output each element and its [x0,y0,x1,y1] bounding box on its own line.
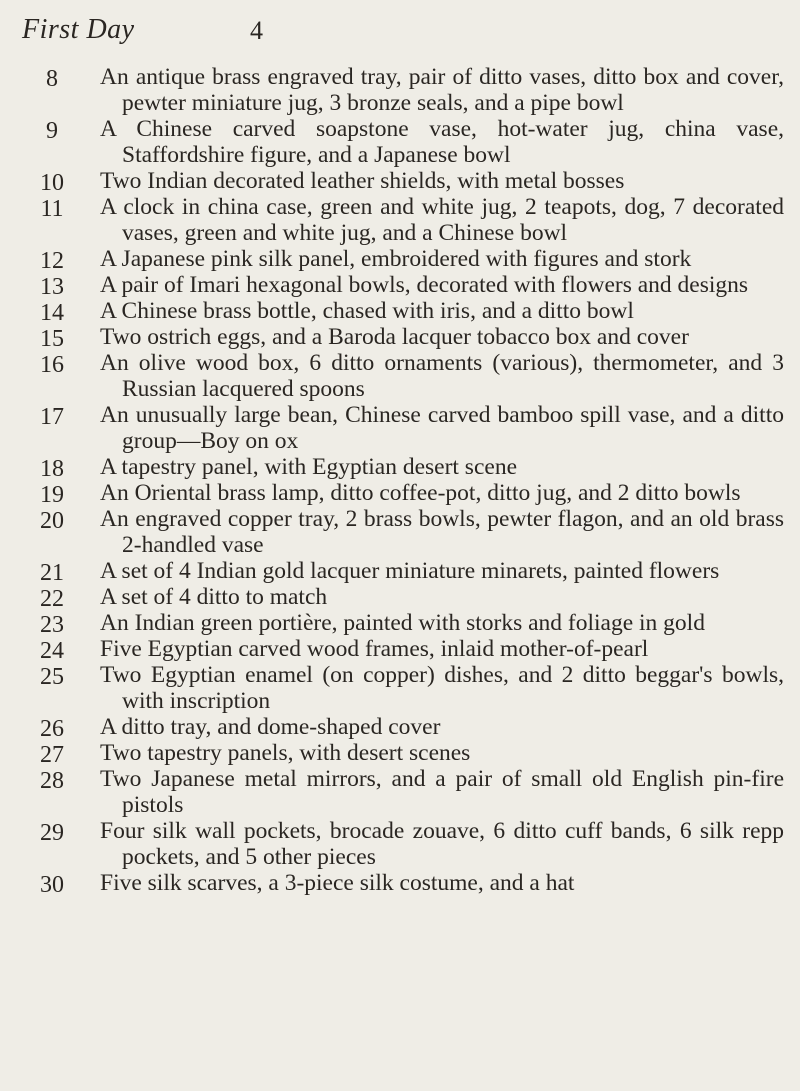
lot-number: 30 [40,872,64,898]
lot-number: 9 [46,118,58,144]
lot-description: Four silk wall pockets, brocade zouave, 6 ditto cuff bands, 6 silk repp pockets, and 5 other pieces [100,818,784,870]
lot-number: 11 [40,196,64,222]
lot-number: 18 [40,456,64,482]
lot-number: 27 [40,742,64,768]
lot-description: Two Indian decorated leather shields, with metal bosses [100,168,625,194]
lot-number: 8 [46,66,58,92]
lot-description: An antique brass engraved tray, pair of ditto vases, ditto box and cover, pewter miniature jug, 3 bronze seals, and a pipe bowl [100,64,784,116]
lot-number: 24 [40,638,64,664]
lot-description: A Japanese pink silk panel, embroidered with figures and stork [100,246,692,272]
lot-number: 14 [40,300,64,326]
lot-number: 22 [40,586,64,612]
lot-description: Two ostrich eggs, and a Baroda lacquer tobacco box and cover [100,324,689,350]
page-number: 4 [250,16,263,45]
lot-description: Two tapestry panels, with desert scenes [100,740,471,766]
lot-number: 12 [40,248,64,274]
lot-number: 13 [40,274,64,300]
lot-number: 23 [40,612,64,638]
lot-number: 17 [40,404,64,430]
lot-number: 15 [40,326,64,352]
lot-number: 25 [40,664,64,690]
lot-number: 20 [40,508,64,534]
lot-description: An olive wood box, 6 ditto ornaments (various), thermometer, and 3 Russian lacquered spoons [100,350,784,402]
lot-description: An Oriental brass lamp, ditto coffee-pot, ditto jug, and 2 ditto bowls [100,480,741,506]
lot-description: An Indian green portière, painted with storks and foliage in gold [100,610,705,636]
lot-description: Five silk scarves, a 3-piece silk costume, and a hat [100,870,575,896]
lot-number: 26 [40,716,64,742]
lot-description: Five Egyptian carved wood frames, inlaid mother-of-pearl [100,636,649,662]
lot-description: A tapestry panel, with Egyptian desert scene [100,454,517,480]
lot-description: A pair of Imari hexagonal bowls, decorated with flowers and designs [100,272,749,298]
lot-description: Two Japanese metal mirrors, and a pair of small old English pin-fire pistols [100,766,784,818]
lot-description: A clock in china case, green and white jug, 2 teapots, dog, 7 decorated vases, green and white jug, and a Chinese bowl [100,194,784,246]
lot-description: A ditto tray, and dome-shaped cover [100,714,441,740]
lot-number: 21 [40,560,64,586]
lot-number: 16 [40,352,64,378]
lot-description: An engraved copper tray, 2 brass bowls, pewter flagon, and an old brass 2-handled vase [100,506,784,558]
lot-description: An unusually large bean, Chinese carved bamboo spill vase, and a ditto group—Boy on ox [100,402,784,454]
lot-description: Two Egyptian enamel (on copper) dishes, and 2 ditto beggar's bowls, with inscription [100,662,784,714]
day-title: First Day [22,14,135,45]
lot-description: A set of 4 Indian gold lacquer miniature minarets, painted flowers [100,558,720,584]
lot-number: 28 [40,768,64,794]
lot-description: A Chinese brass bottle, chased with iris, and a ditto bowl [100,298,634,324]
lot-number: 19 [40,482,64,508]
lot-number: 29 [40,820,64,846]
lot-description: A Chinese carved soapstone vase, hot-water jug, china vase, Staffordshire figure, and a Japanese bowl [100,116,784,168]
lot-number: 10 [40,170,64,196]
lot-description: A set of 4 ditto to match [100,584,328,610]
